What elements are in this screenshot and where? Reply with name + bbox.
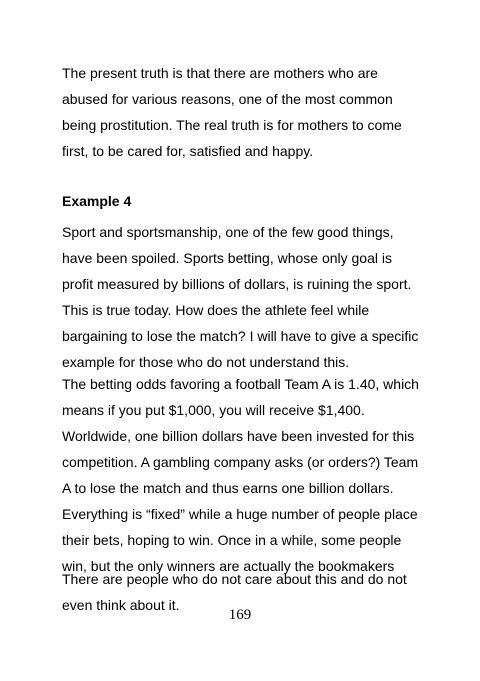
paragraph-mothers — [62, 60, 422, 164]
text-line: their bets, hoping to win. Once in a while, some people — [62, 532, 402, 548]
text-line: bargaining to lose the match? I will have to give a specific — [62, 328, 419, 344]
text-line: A to lose the match and thus earns one billion dollars. — [62, 480, 394, 496]
text-line: being prostitution. The real truth is for mothers to come — [62, 117, 402, 133]
text-line: win, but the only winners are actually the bookmakers — [62, 558, 395, 574]
text-line: example for those who do not understand this. — [62, 354, 350, 370]
text-line: competition. A gambling company asks (or orders?) Team — [62, 454, 419, 470]
text-line: profit measured by billions of dollars, is ruining the sport. — [62, 276, 412, 292]
text-line: means if you put $1,000, you will receive $1,400. — [62, 402, 365, 418]
section-heading: Example 4 — [62, 193, 132, 209]
text-line: The present truth is that there are mothers who are — [62, 65, 378, 81]
text-line: There are people who do not care about this and do not — [62, 571, 407, 587]
text-line: This is true today. How does the athlete feel while — [62, 302, 370, 318]
text-line: abused for various reasons, one of the most common — [62, 91, 393, 107]
paragraph-betting-odds — [62, 371, 422, 579]
text-line: even think about it. — [62, 597, 180, 613]
text-line: first, to be cared for, satisfied and happy. — [62, 143, 314, 159]
text-line: Worldwide, one billion dollars have been invested for this — [62, 428, 415, 444]
text-line: have been spoiled. Sports betting, whose only goal is — [62, 250, 392, 266]
text-line: Sport and sportsmanship, one of the few good things, — [62, 224, 394, 240]
paragraph-sportsmanship — [62, 219, 422, 375]
text-line: Everything is “fixed” while a huge number of people place — [62, 506, 418, 522]
page-number: 169 — [228, 607, 252, 623]
text-line: The betting odds favoring a football Team A is 1.40, which — [62, 376, 419, 392]
